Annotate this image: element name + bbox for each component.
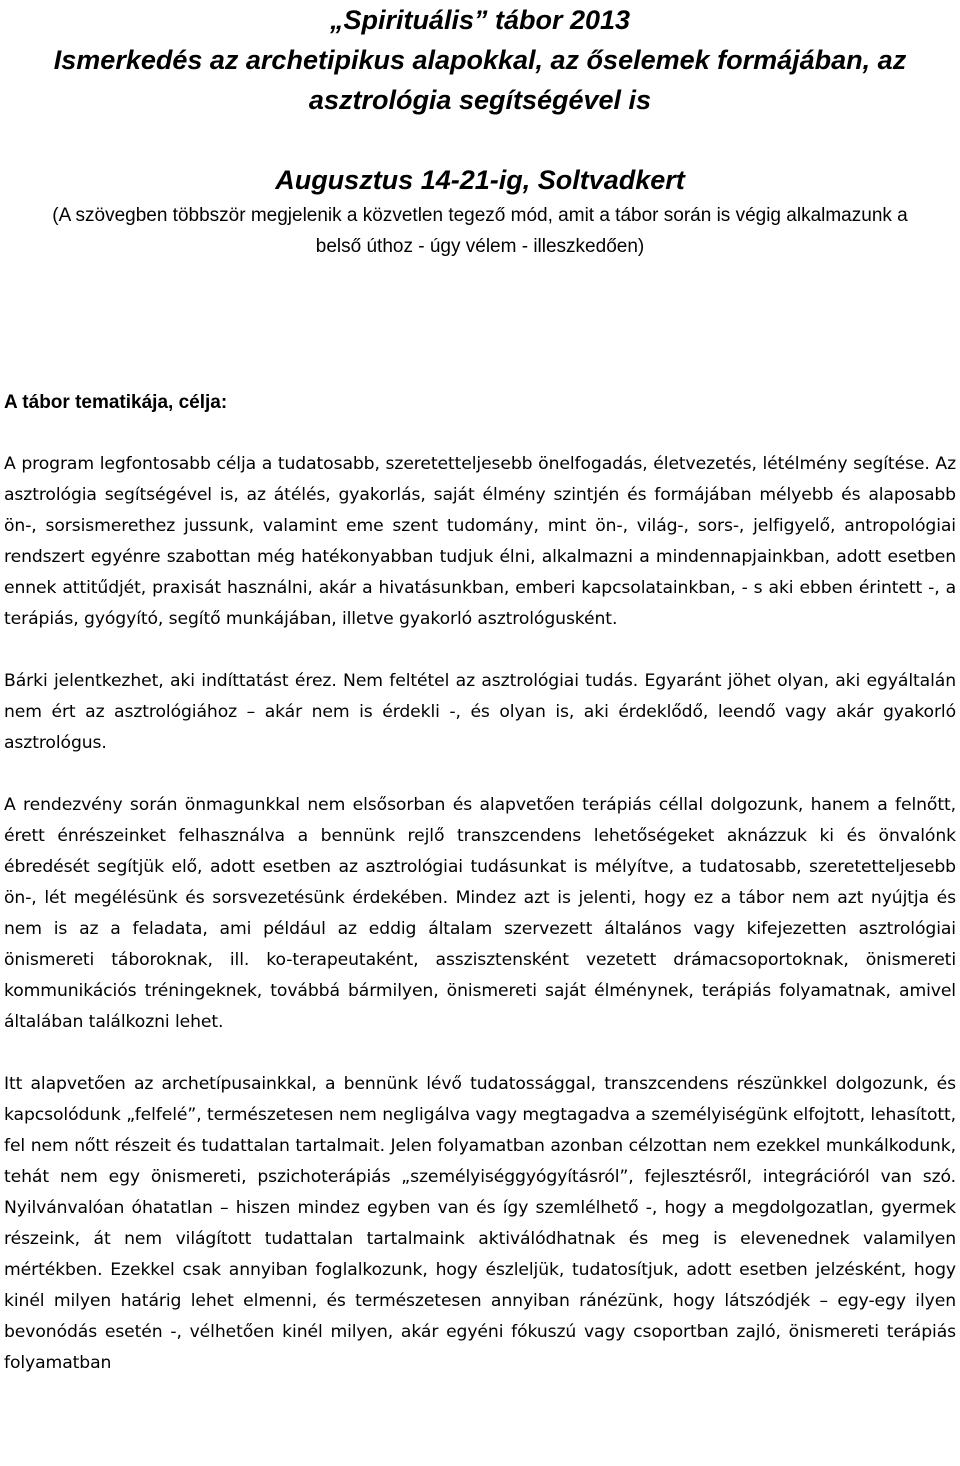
paragraph-approach: A rendezvény során önmagunkkal nem elsősorban és alapvetően terápiás céllal dolgozunk, hanem a felnőtt, érett énrészeinket felhasználva a bennünk rejlő transzcendens lehetőségeket aknázzuk ki és önvalónk ébredését segítjük elő, adott esetben az asztrológiai tudásunkat is mélyítve, a tudatosabb, szeretetteljesebb ön-, lét megélésünk és sorsvezetésünk érdekében. Mindez azt is jelenti, hogy ez a tábor nem azt nyújtja és nem is az a feladata, ami például az eddig általam szervezett általános vagy kifejezetten asztrológiai önismereti táboroknak, ill. ko-terapeutaként, asszisztensként vezetett drámacsoportoknak, önismereti kommunikációs tréningeknek, továbbá bármilyen, önismereti saját élménynek, terápiás folyamatnak, amivel általában találkozni lehet. bbox=[4, 795, 956, 1032]
title-line-2: Ismerkedés az archetipikus alapokkal, az őselemek formájában, az bbox=[53, 45, 907, 75]
document-title bbox=[4, 0, 956, 120]
paragraph-archetypes: Itt alapvetően az archetípusainkkal, a bennünk lévő tudatossággal, transzcendens részünkkel dolgozunk, és kapcsolódunk „felfelé”, természetesen nem negligálva vagy megtagadva a személyiségünk elfojtott, lehasított, fel nem nőtt részeit és tudattalan tartalmait. Jelen folyamatban azonban célzottan nem ezekkel munkálkodunk, tehát nem egy önismereti, pszichoterápiás „személyiséggyógyításról”, fejlesztésről, integrációról van szó. Nyilvánvalóan óhatatlan – hiszen mindez egyben van és így szemlélhető -, hogy a megdolgozatlan, gyermek részeink, át nem világított tudattalan tartalmaink aktiválódhatnak és meg is elevenednek valamilyen mértékben. Ezekkel csak annyiban foglalkozunk, hogy észleljük, tudatosítjuk, adott esetben jelzésként, hogy kinél milyen határig lehet elmenni, és természetesen annyiban ránézünk, hogy látszódjék – egy-egy ilyen bevonódás esetén -, vélhetően kinél milyen, akár egyéni fókuszú vagy csoportban zajló, önismereti terápiás folyamatban bbox=[4, 1074, 956, 1373]
spacer bbox=[4, 120, 956, 160]
section-heading: A tábor tematikája, célja: bbox=[4, 392, 228, 413]
event-date-location: Augusztus 14-21-ig, Soltvadkert bbox=[275, 165, 685, 195]
paragraph-goal: A program legfontosabb célja a tudatosabb, szeretetteljesebb önelfogadás, életvezetés, létélmény segítése. Az asztrológia segítségével is, az átélés, gyakorlás, saját élmény szintjén és formájában mélyebb és alaposabb ön-, sorsismerethez jussunk, valamint eme szent tudomány, mint ön-, világ-, sors-, jelfigyelő, antropológiai rendszert egyénre szabottan még hatékonyabban tudjuk élni, alkalmazni a mindennapjainkban, adott esetben ennek attitűdjét, praxisát használni, akár a hivatásunkban, emberi kapcsolatainkban, - s aki ebben érintett -, a terápiás, gyógyító, segítő munkájában, illetve gyakorló asztrológusként. bbox=[4, 454, 956, 629]
spacer bbox=[4, 262, 956, 387]
title-line-1: „Spirituális” tábor 2013 bbox=[329, 5, 631, 35]
title-line-3: asztrológia segítségével is bbox=[308, 85, 652, 115]
intro-note: (A szövegben többször megjelenik a közvetlen tegező mód, amit a tábor során is végig alkalmazunk a belső úthoz - úgy vélem - illeszkedően) bbox=[52, 205, 908, 257]
paragraph-eligibility: Bárki jelentkezhet, aki indíttatást érez. Nem feltétel az asztrológiai tudás. Egyaránt jöhet olyan, aki egyáltalán nem ért az asztrológiához – akár nem is érdekli -, és olyan is, aki érdeklődő, leendő vagy akár gyakorló asztrológus. bbox=[4, 671, 956, 753]
